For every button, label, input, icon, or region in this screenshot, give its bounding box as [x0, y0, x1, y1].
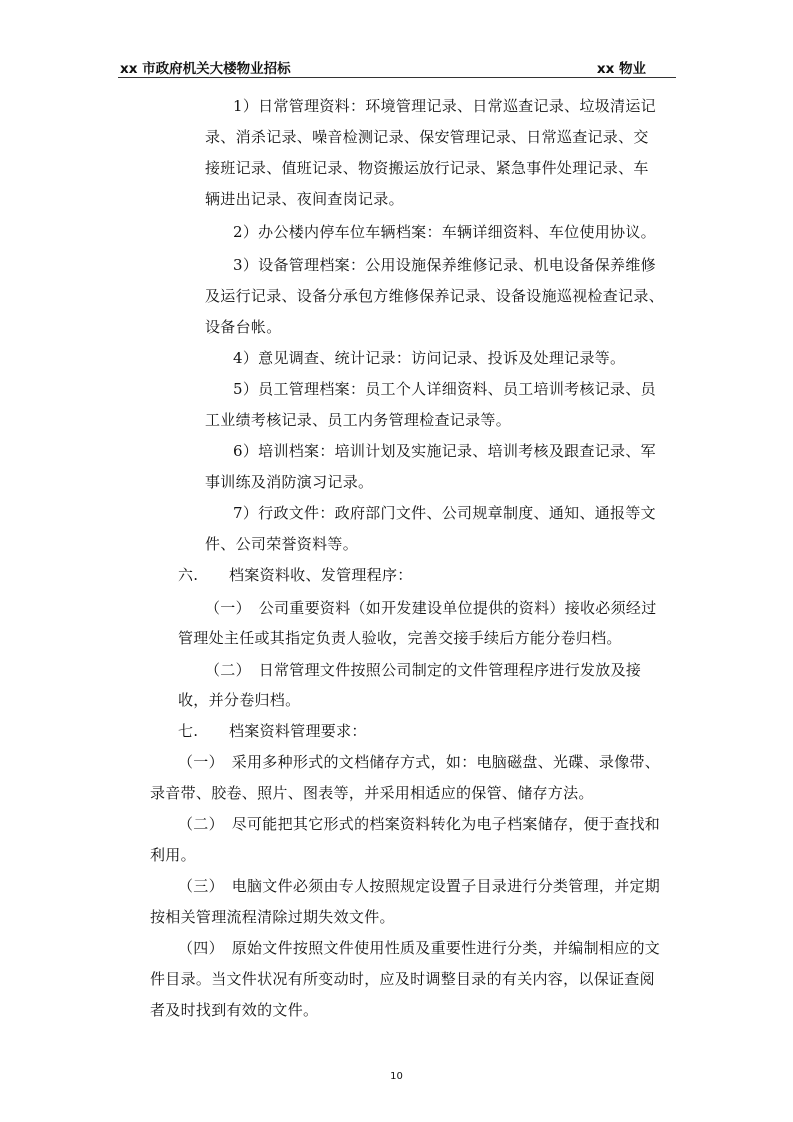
- paragraph-line: （二） 日常管理文件按照公司制定的文件管理程序进行发放及接: [205, 661, 642, 679]
- paragraph-line: 件、公司荣誉资料等。: [205, 535, 359, 553]
- paragraph-line: 利用。: [150, 846, 196, 864]
- paragraph-line: 录、消杀记录、噪音检测记录、保安管理记录、日常巡查记录、交: [205, 128, 649, 146]
- paragraph-line: 3）设备管理档案：公用设施保养维修记录、机电设备保养维修: [233, 256, 656, 274]
- paragraph-line: 5）员工管理档案：员工个人详细资料、员工培训考核记录、员: [233, 380, 656, 398]
- paragraph-line: （一） 公司重要资料（如开发建设单位提供的资料）接收必须经过: [205, 599, 657, 617]
- header-title: xx 市政府机关大楼物业招标: [120, 61, 291, 77]
- paragraph-line: （四） 原始文件按照文件使用性质及重要性进行分类，并编制相应的文: [178, 939, 661, 957]
- paragraph-line: （一） 采用多种形式的文档储存方式，如：电脑磁盘、光碟、录像带、: [178, 753, 661, 771]
- section-heading: 六. 档案资料收、发管理程序：: [178, 566, 413, 584]
- paragraph-line: 7）行政文件：政府部门文件、公司规章制度、通知、通报等文: [233, 504, 656, 522]
- paragraph-line: 4）意见调查、统计记录：访问记录、投诉及处理记录等。: [233, 349, 626, 367]
- paragraph-line: 辆进出记录、夜间查岗记录。: [205, 190, 404, 208]
- paragraph-line: 录音带、胶卷、照片、图表等，并采用相适应的保管、储存方法。: [150, 784, 594, 802]
- paragraph-line: 者及时找到有效的文件。: [150, 1001, 319, 1019]
- paragraph-line: 设备台帐。: [205, 318, 282, 336]
- paragraph-line: （二） 尽可能把其它形式的档案资料转化为电子档案储存，便于查找和: [178, 815, 661, 833]
- paragraph-line: 事训练及消防演习记录。: [205, 473, 374, 491]
- paragraph-line: 6）培训档案：培训计划及实施记录、培训考核及跟查记录、军: [233, 442, 656, 460]
- paragraph-line: 收，并分卷归档。: [178, 691, 301, 709]
- page-header: [118, 55, 676, 77]
- paragraph-line: 1）日常管理资料：环境管理记录、日常巡查记录、垃圾清运记: [233, 97, 656, 115]
- paragraph-line: 件目录。当文件状况有所变动时，应及时调整目录的有关内容，以保证查阅: [150, 970, 655, 988]
- paragraph-line: 工业绩考核记录、员工内务管理检查记录等。: [205, 411, 512, 429]
- page-number: 10: [390, 1071, 403, 1082]
- section-heading: 七. 档案资料管理要求：: [178, 722, 367, 740]
- paragraph-line: 及运行记录、设备分承包方维修保养记录、设备设施巡视检查记录、: [205, 287, 665, 305]
- paragraph-line: 2）办公楼内停车位车辆档案：车辆详细资料、车位使用协议。: [233, 223, 656, 241]
- paragraph-line: 接班记录、值班记录、物资搬运放行记录、紧急事件处理记录、车: [205, 159, 649, 177]
- paragraph-line: 管理处主任或其指定负责人验收，完善交接手续后方能分卷归档。: [178, 629, 622, 647]
- paragraph-line: 按相关管理流程清除过期失效文件。: [150, 908, 395, 926]
- header-divider: [118, 77, 676, 78]
- paragraph-line: （三） 电脑文件必须由专人按照规定设置子目录进行分类管理，并定期: [178, 877, 661, 895]
- header-company: xx 物业: [596, 61, 646, 77]
